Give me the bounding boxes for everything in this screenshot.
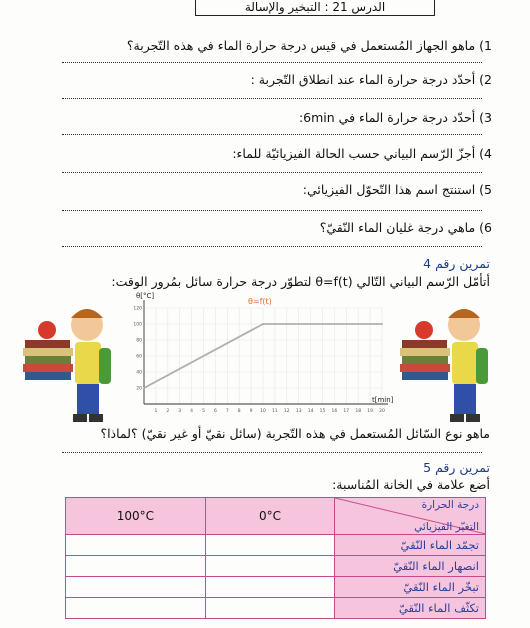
lesson-title: الدرس 21 : التبخير والإسالة xyxy=(244,0,386,14)
corner-change-label: التغيّر الفيزيائي xyxy=(414,521,479,533)
x-tick-label: 13 xyxy=(295,409,302,414)
cell-0c-freezing[interactable] xyxy=(205,535,335,556)
cell-100c-evaporation[interactable] xyxy=(66,577,206,598)
cell-0c-evaporation[interactable] xyxy=(205,577,335,598)
x-tick-label: 17 xyxy=(343,409,350,414)
x-tick-label: 12 xyxy=(283,409,290,414)
temperature-chart-svg xyxy=(130,290,400,420)
x-tick-label: 5 xyxy=(202,409,205,414)
answer-line-3[interactable] xyxy=(62,134,482,135)
x-tick-label: 14 xyxy=(307,409,314,414)
y-tick-label: 100 xyxy=(133,322,142,328)
x-tick-label: 2 xyxy=(166,409,170,414)
student-with-books-illustration-left xyxy=(15,300,115,430)
cell-100c-melting[interactable] xyxy=(66,556,206,577)
x-tick-label: 3 xyxy=(178,409,182,414)
cell-100c-condensation[interactable] xyxy=(66,598,206,619)
row-label-evaporation: تبخّر الماء النّقيّ xyxy=(335,577,486,598)
x-axis-label: t[min] xyxy=(372,396,394,404)
question-6: 6) ماهي درجة غليان الماء النّقيّ؟ xyxy=(319,220,492,235)
answer-line-6[interactable] xyxy=(62,246,482,247)
cell-0c-condensation[interactable] xyxy=(205,598,335,619)
cell-0c-melting[interactable] xyxy=(205,556,335,577)
question-4: 4) أجزّ الرّسم البياني حسب الحالة الفيزيائيّة للماء: xyxy=(232,146,492,161)
table-row xyxy=(66,577,486,598)
table-row xyxy=(66,598,486,619)
temperature-chart xyxy=(130,290,400,420)
header-0c: 0°C xyxy=(205,498,335,535)
x-tick-label: 6 xyxy=(213,409,217,414)
row-label-condensation: تكثّف الماء النّقيّ xyxy=(335,598,486,619)
y-tick-label: 60 xyxy=(136,354,142,360)
question-3: 3) أحدّد درجة حرارة الماء في 6min: xyxy=(298,110,492,125)
y-tick-label: 120 xyxy=(133,306,142,312)
cell-100c-freezing[interactable] xyxy=(66,535,206,556)
data-point xyxy=(381,323,383,325)
table-row xyxy=(66,556,486,577)
corner-temperature-label: درجة الحرارة xyxy=(421,499,479,511)
y-tick-label: 40 xyxy=(136,370,142,376)
answer-line-ex4[interactable] xyxy=(62,452,482,453)
exercise-4-intro: أتأمّل الرّسم البياني التّالي θ=f(t) لتطوّر درجة حرارة سائل بمُرور الوقت: xyxy=(111,274,490,289)
answer-line-5[interactable] xyxy=(62,210,482,211)
student-with-books-illustration-right xyxy=(392,300,492,430)
x-tick-label: 10 xyxy=(260,409,266,414)
y-axis-label: θ[°C] xyxy=(136,292,155,300)
x-tick-label: 7 xyxy=(225,409,229,414)
x-tick-label: 8 xyxy=(237,409,241,414)
exercise-5-title: تمرين رقم 5 xyxy=(423,460,490,475)
row-label-freezing: تجمّد الماء النّقيّ xyxy=(335,535,486,556)
x-tick-label: 9 xyxy=(249,409,253,414)
x-tick-label: 15 xyxy=(319,409,326,414)
answer-line-4[interactable] xyxy=(62,172,482,173)
x-tick-label: 4 xyxy=(190,409,194,414)
x-tick-label: 20 xyxy=(379,409,385,414)
exercise-5-table xyxy=(65,497,486,619)
x-tick-label: 19 xyxy=(367,409,373,414)
question-2: 2) أحدّد درجة حرارة الماء عند انطلاق التّجربة : xyxy=(250,72,492,87)
answer-line-1[interactable] xyxy=(62,62,482,63)
x-tick-label: 16 xyxy=(331,409,338,414)
header-corner xyxy=(335,498,486,535)
table-header-row xyxy=(66,498,486,535)
chart-title: θ=f(t) xyxy=(248,297,272,306)
y-tick-label: 20 xyxy=(136,386,142,392)
x-tick-label: 18 xyxy=(355,409,362,414)
data-point xyxy=(143,387,145,389)
question-1: 1) ماهو الجهاز المُستعمل في قيس درجة حرارة الماء في هذه التّجربة؟ xyxy=(126,38,492,53)
exercise-4-title: تمرين رقم 4 xyxy=(423,256,490,271)
row-label-melting: انصهار الماء النّقيّ xyxy=(335,556,486,577)
x-tick-label: 1 xyxy=(154,409,158,414)
exercise-4-question: ماهو نوع السّائل المُستعمل في هذه التّجربة (سائل نقيّ أو غير نقيّ) ؟لماذا؟ xyxy=(100,426,490,441)
y-tick-label: 80 xyxy=(136,338,142,344)
answer-line-2[interactable] xyxy=(62,98,482,99)
table-row xyxy=(66,535,486,556)
header-100c: 100°C xyxy=(66,498,206,535)
exercise-5-instruction: أضع علامة في الخانة المُناسبة: xyxy=(332,477,490,492)
x-tick-label: 11 xyxy=(272,409,278,414)
data-point xyxy=(262,323,264,325)
question-5: 5) استنتج اسم هذا التّحوّل الفيزيائي: xyxy=(302,182,492,197)
